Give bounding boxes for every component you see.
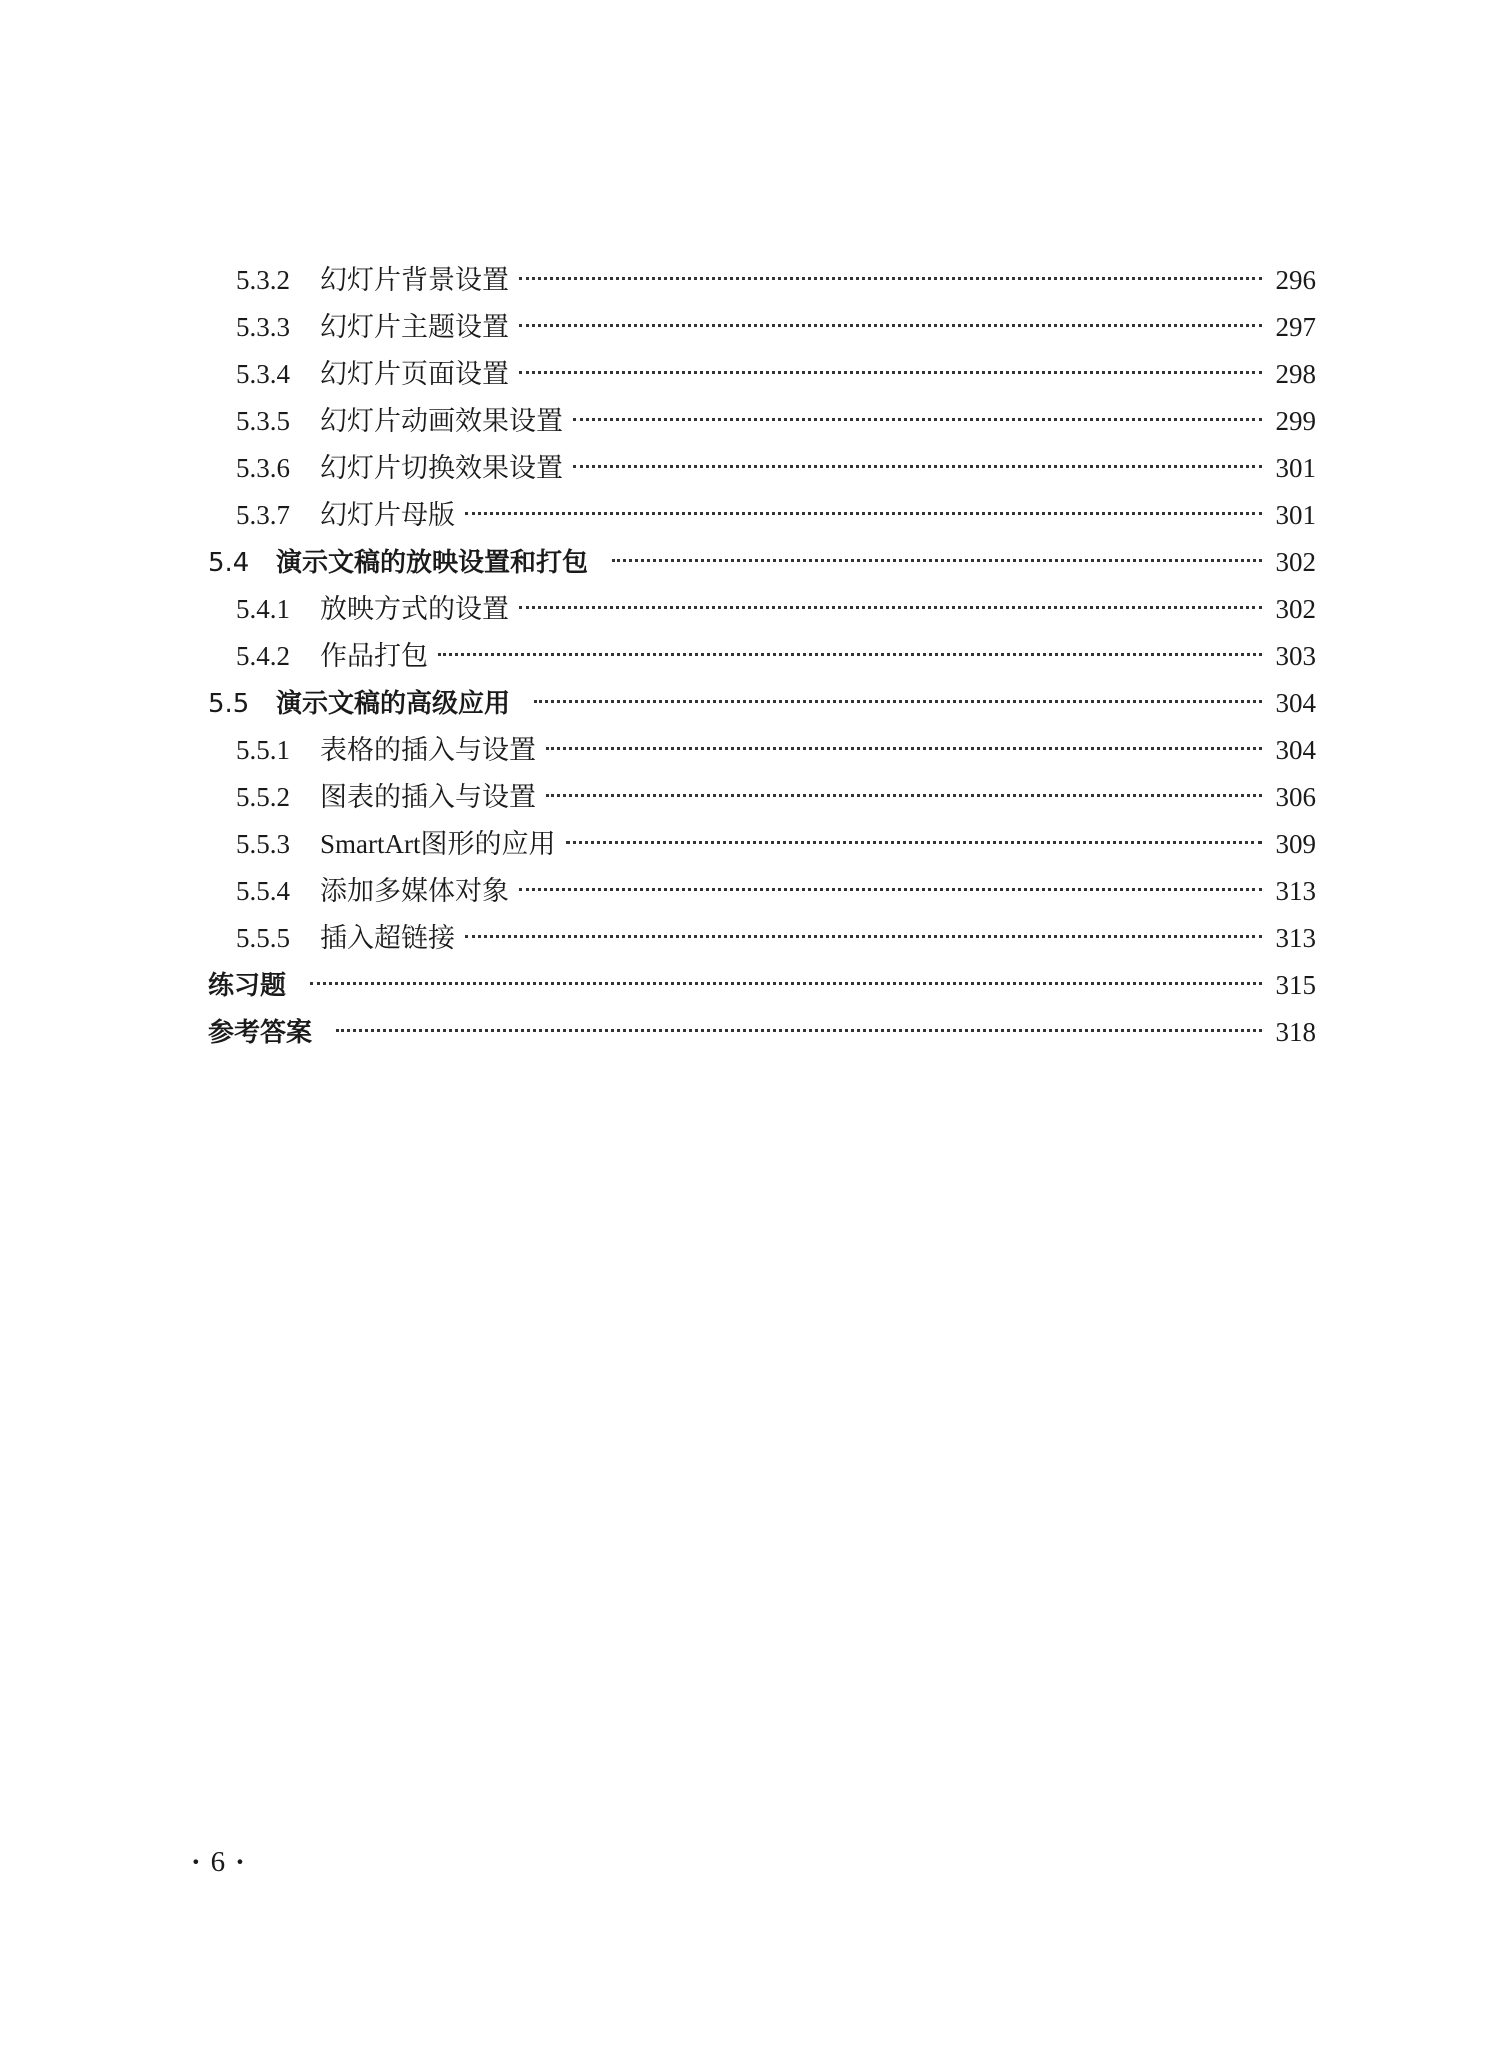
toc-entry-exercises[interactable] xyxy=(208,962,1316,1009)
toc-entry-title: SmartArt图形的应用 xyxy=(320,829,556,859)
toc-entry-number: 5.3.2 xyxy=(236,265,290,295)
toc-entry-5-5-3[interactable] xyxy=(208,821,1316,868)
toc-entry-title: 幻灯片页面设置 xyxy=(320,359,509,389)
dot-leader xyxy=(546,747,1262,750)
dot-leader xyxy=(465,512,1262,515)
toc-section-5-4[interactable] xyxy=(208,539,1316,586)
toc-entry-page: 303 xyxy=(1275,641,1316,671)
toc-entry-page: 304 xyxy=(1275,688,1316,718)
toc-entry-number: 5.5.5 xyxy=(236,923,290,953)
toc-entry-number: 5.3.7 xyxy=(236,500,290,530)
toc-entry-title: 插入超链接 xyxy=(320,923,455,953)
toc-entry-5-3-3[interactable] xyxy=(208,304,1316,351)
toc-entry-number: 5.3.4 xyxy=(236,359,290,389)
folio-dot-right: · xyxy=(235,1846,247,1878)
toc-entry-title: 幻灯片动画效果设置 xyxy=(320,406,563,436)
toc-entry-page: 318 xyxy=(1275,1017,1316,1047)
dot-leader xyxy=(465,935,1262,938)
dot-leader xyxy=(573,465,1262,468)
toc-entry-page: 296 xyxy=(1275,265,1316,295)
dot-leader xyxy=(519,371,1262,374)
dot-leader xyxy=(546,794,1262,797)
toc-entry-number: 5.4.1 xyxy=(236,594,290,624)
toc-entry-page: 302 xyxy=(1275,594,1316,624)
toc-section-number: 5.4 xyxy=(208,548,250,578)
toc-entry-number: 5.3.6 xyxy=(236,453,290,483)
dot-leader xyxy=(438,653,1262,656)
dot-leader xyxy=(612,559,1262,562)
toc-entry-5-4-1[interactable] xyxy=(208,586,1316,633)
toc-entry-page: 299 xyxy=(1275,406,1316,436)
dot-leader xyxy=(573,418,1262,421)
toc-entry-number: 5.5.1 xyxy=(236,735,290,765)
toc-entry-title: 表格的插入与设置 xyxy=(320,735,536,765)
toc-entry-page: 298 xyxy=(1275,359,1316,389)
toc-entry-page: 301 xyxy=(1275,500,1316,530)
page-number: 6 xyxy=(210,1846,228,1878)
toc-entry-number: 5.3.3 xyxy=(236,312,290,342)
toc-entry-5-5-5[interactable] xyxy=(208,915,1316,962)
toc-entry-number: 5.4.2 xyxy=(236,641,290,671)
toc-entry-page: 313 xyxy=(1275,923,1316,953)
toc-entry-5-5-2[interactable] xyxy=(208,774,1316,821)
toc-entry-5-3-2[interactable] xyxy=(208,257,1316,304)
toc-entry-answers[interactable] xyxy=(208,1009,1316,1056)
dot-leader xyxy=(566,841,1263,844)
toc-entry-title: 练习题 xyxy=(208,971,287,1001)
toc-entry-5-3-7[interactable] xyxy=(208,492,1316,539)
toc-entry-title: 图表的插入与设置 xyxy=(320,782,536,812)
toc-entry-5-3-4[interactable] xyxy=(208,351,1316,398)
dot-leader xyxy=(519,324,1262,327)
toc-entry-5-3-5[interactable] xyxy=(208,398,1316,445)
toc-entry-title: 幻灯片母版 xyxy=(320,500,455,530)
page-folio xyxy=(183,1846,255,1879)
toc-section-title: 演示文稿的放映设置和打包 xyxy=(276,548,589,578)
toc-entry-5-5-1[interactable] xyxy=(208,727,1316,774)
toc-entry-page: 302 xyxy=(1275,547,1316,577)
toc-entry-number: 5.5.4 xyxy=(236,876,290,906)
folio-dot-left: · xyxy=(191,1846,203,1878)
dot-leader xyxy=(534,700,1262,703)
dot-leader xyxy=(519,888,1262,891)
toc-entry-5-4-2[interactable] xyxy=(208,633,1316,680)
toc-entry-number: 5.3.5 xyxy=(236,406,290,436)
toc-entry-title: 幻灯片切换效果设置 xyxy=(320,453,563,483)
toc-entry-title: 作品打包 xyxy=(320,641,428,671)
toc-entry-page: 304 xyxy=(1275,735,1316,765)
toc-entry-title: 添加多媒体对象 xyxy=(320,876,509,906)
toc-entry-number: 5.5.2 xyxy=(236,782,290,812)
toc-entry-title: 幻灯片背景设置 xyxy=(320,265,509,295)
toc-entry-title: 幻灯片主题设置 xyxy=(320,312,509,342)
dot-leader xyxy=(336,1029,1262,1032)
toc-entry-5-5-4[interactable] xyxy=(208,868,1316,915)
toc-entry-page: 297 xyxy=(1275,312,1316,342)
dot-leader xyxy=(519,606,1262,609)
toc-entry-page: 315 xyxy=(1275,970,1316,1000)
toc-entry-page: 309 xyxy=(1275,829,1316,859)
toc-section-title: 演示文稿的高级应用 xyxy=(276,689,511,719)
toc-entry-title: 参考答案 xyxy=(208,1018,313,1048)
toc-entry-5-3-6[interactable] xyxy=(208,445,1316,492)
toc-entry-page: 306 xyxy=(1275,782,1316,812)
toc-section-5-5[interactable] xyxy=(208,680,1316,727)
dot-leader xyxy=(310,982,1262,985)
dot-leader xyxy=(519,277,1262,280)
toc-entry-page: 301 xyxy=(1275,453,1316,483)
toc-entry-number: 5.5.3 xyxy=(236,829,290,859)
toc-entry-page: 313 xyxy=(1275,876,1316,906)
toc-section-number: 5.5 xyxy=(208,689,250,719)
table-of-contents xyxy=(208,257,1316,1056)
toc-entry-title: 放映方式的设置 xyxy=(320,594,509,624)
